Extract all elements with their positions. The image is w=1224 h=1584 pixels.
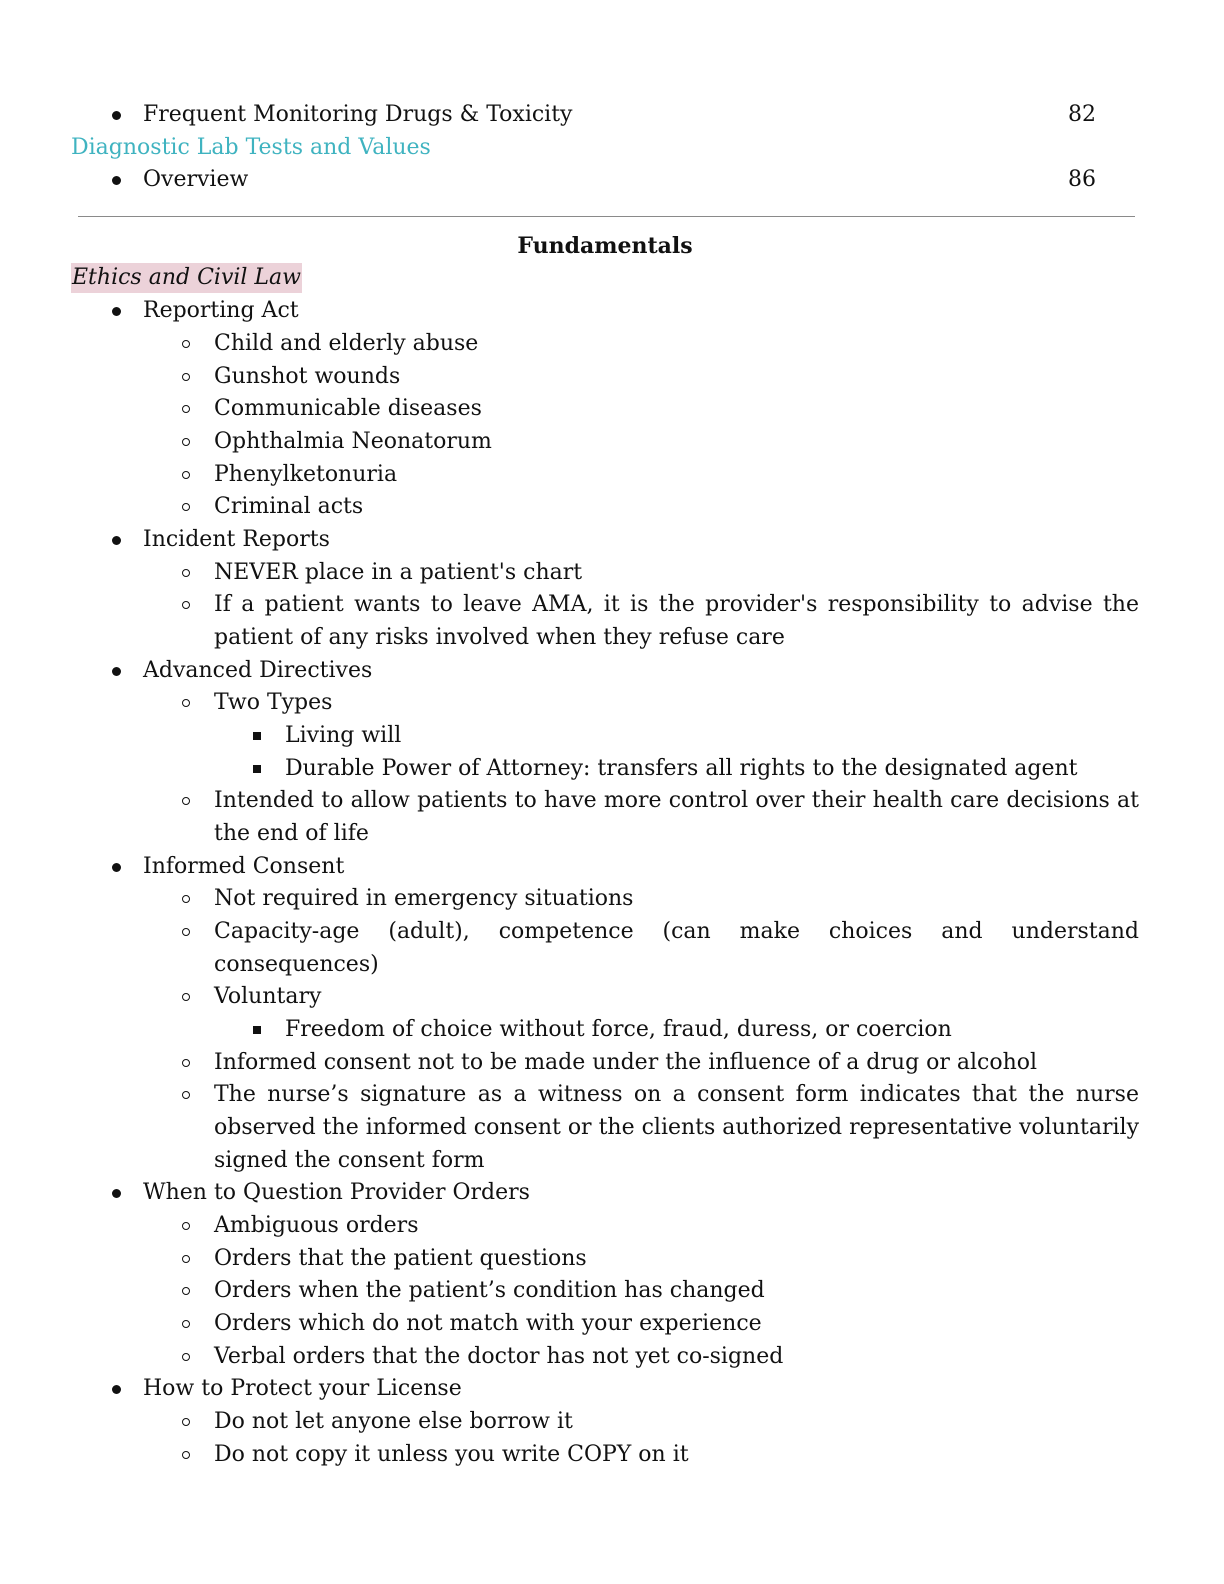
list-item: Informed consent not to be made under the influence of a drug or alcohol bbox=[214, 1050, 1038, 1075]
list-item: Capacity-age (adult), competence (can make choices and understand bbox=[214, 919, 1139, 944]
list-item: Reporting Act bbox=[143, 298, 299, 323]
list-item: Freedom of choice without force, fraud, duress, or coercion bbox=[285, 1017, 952, 1042]
list-item: Advanced Directives bbox=[143, 658, 373, 683]
bullet-icon bbox=[106, 296, 126, 326]
list-item-continued: signed the consent form bbox=[214, 1148, 485, 1173]
square-bullet-icon bbox=[247, 1015, 267, 1045]
list-item: Phenylketonuria bbox=[214, 462, 398, 487]
sub-bullet-icon bbox=[176, 1407, 196, 1437]
sub-bullet-icon bbox=[176, 1342, 196, 1372]
list-item: Two Types bbox=[214, 690, 333, 715]
sub-bullet-icon bbox=[176, 1080, 196, 1110]
list-item: NEVER place in a patient's chart bbox=[214, 560, 583, 585]
horizontal-divider bbox=[78, 216, 1135, 217]
sub-bullet-icon bbox=[176, 884, 196, 914]
sub-bullet-icon bbox=[176, 460, 196, 490]
list-item: Durable Power of Attorney: transfers all rights to the designated agent bbox=[285, 756, 1078, 781]
sub-bullet-icon bbox=[176, 558, 196, 588]
list-item: Gunshot wounds bbox=[214, 364, 401, 389]
list-item: Incident Reports bbox=[143, 527, 330, 552]
section-heading: Fundamentals bbox=[517, 233, 693, 259]
list-item: Do not let anyone else borrow it bbox=[214, 1409, 573, 1434]
square-bullet-icon bbox=[247, 721, 267, 751]
bullet-icon bbox=[106, 1178, 126, 1208]
bullet-icon bbox=[106, 100, 126, 130]
sub-bullet-icon bbox=[176, 362, 196, 392]
list-item: Not required in emergency situations bbox=[214, 886, 634, 911]
bullet-icon bbox=[106, 525, 126, 555]
list-item: Orders that the patient questions bbox=[214, 1246, 587, 1271]
sub-bullet-icon bbox=[176, 1309, 196, 1339]
list-item: Do not copy it unless you write COPY on it bbox=[214, 1442, 689, 1467]
list-item: Living will bbox=[285, 723, 402, 748]
sub-bullet-icon bbox=[176, 786, 196, 816]
list-item: Orders which do not match with your experience bbox=[214, 1311, 762, 1336]
list-item: Ambiguous orders bbox=[214, 1213, 419, 1238]
toc-item[interactable]: Overview bbox=[143, 167, 249, 192]
bullet-icon bbox=[106, 1374, 126, 1404]
sub-bullet-icon bbox=[176, 982, 196, 1012]
sub-bullet-icon bbox=[176, 688, 196, 718]
list-item: Child and elderly abuse bbox=[214, 331, 479, 356]
sub-bullet-icon bbox=[176, 427, 196, 457]
sub-bullet-icon bbox=[176, 1048, 196, 1078]
list-item: If a patient wants to leave AMA, it is the provider's responsibility to advise the bbox=[214, 592, 1139, 617]
list-item: The nurse’s signature as a witness on a consent form indicates that the nurse bbox=[214, 1082, 1139, 1107]
square-bullet-icon bbox=[247, 754, 267, 784]
sub-bullet-icon bbox=[176, 1244, 196, 1274]
list-item: Informed Consent bbox=[143, 854, 345, 879]
sub-bullet-icon bbox=[176, 1276, 196, 1306]
list-item: Voluntary bbox=[214, 984, 322, 1009]
bullet-icon bbox=[106, 656, 126, 686]
sub-bullet-icon bbox=[176, 1211, 196, 1241]
sub-bullet-icon bbox=[176, 590, 196, 620]
list-item: Criminal acts bbox=[214, 494, 364, 519]
toc-page-number: 82 bbox=[1068, 102, 1096, 127]
list-item-continued: observed the informed consent or the clients authorized representative voluntarily bbox=[214, 1115, 1140, 1140]
sub-bullet-icon bbox=[176, 329, 196, 359]
sub-bullet-icon bbox=[176, 917, 196, 947]
toc-page-number: 86 bbox=[1068, 167, 1096, 192]
list-item: Orders when the patient’s condition has changed bbox=[214, 1278, 765, 1303]
sub-bullet-icon bbox=[176, 1440, 196, 1470]
list-item-continued: consequences) bbox=[214, 952, 379, 977]
list-item: Ophthalmia Neonatorum bbox=[214, 429, 492, 454]
list-item: Intended to allow patients to have more control over their health care decisions at bbox=[214, 788, 1139, 813]
subsection-heading: Ethics and Civil Law bbox=[71, 263, 302, 293]
toc-section-link[interactable]: Diagnostic Lab Tests and Values bbox=[71, 135, 431, 160]
list-item-continued: the end of life bbox=[214, 821, 369, 846]
list-item: When to Question Provider Orders bbox=[143, 1180, 530, 1205]
bullet-icon bbox=[106, 165, 126, 195]
sub-bullet-icon bbox=[176, 492, 196, 522]
bullet-icon bbox=[106, 852, 126, 882]
list-item-continued: patient of any risks involved when they refuse care bbox=[214, 625, 785, 650]
toc-item[interactable]: Frequent Monitoring Drugs & Toxicity bbox=[143, 102, 573, 127]
list-item: Verbal orders that the doctor has not yet co-signed bbox=[214, 1344, 784, 1369]
list-item: Communicable diseases bbox=[214, 396, 482, 421]
sub-bullet-icon bbox=[176, 394, 196, 424]
list-item: How to Protect your License bbox=[143, 1376, 462, 1401]
